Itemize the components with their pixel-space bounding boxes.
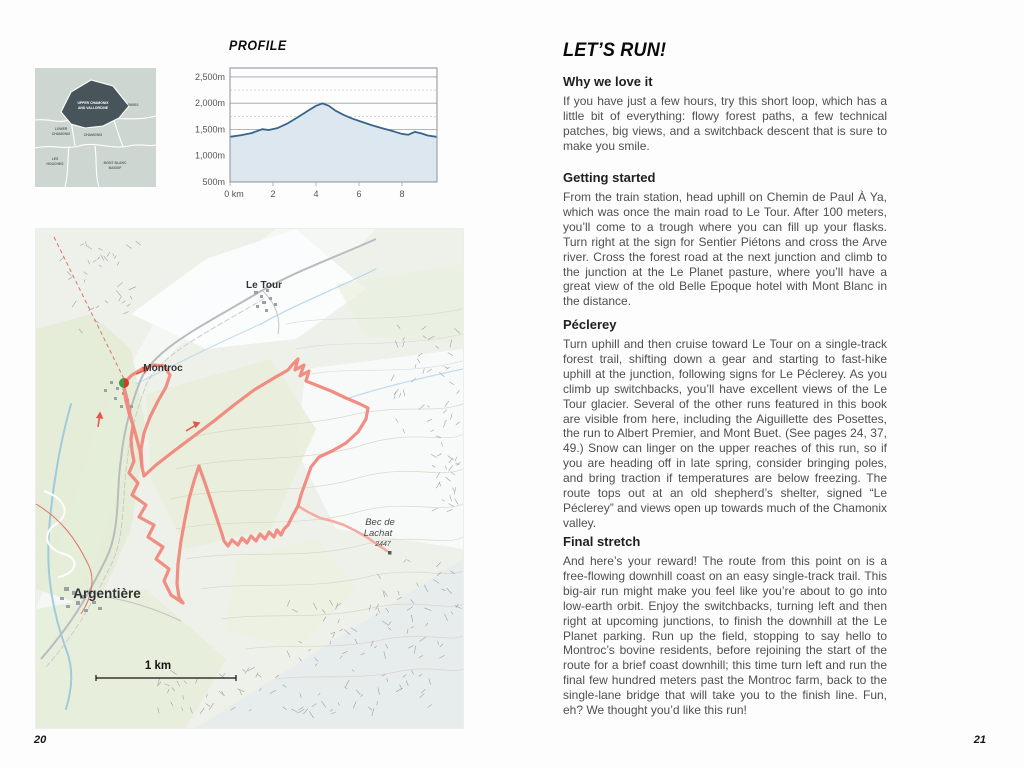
peak-name-line2: Lachat [363, 528, 393, 539]
peak-name-line1: Bec de [365, 517, 395, 528]
svg-text:4: 4 [313, 189, 319, 199]
label-le-tour: Le Tour [246, 280, 282, 291]
svg-text:AND VALLORCINE: AND VALLORCINE [77, 106, 109, 110]
section-body: And here’s your reward! The route from this point on is a free-flowing downhill coast on an easy single-track trail. This big-air run might make you feel like you’re about to go into low-earth orbit. Enjoy the switchbacks, turning left and then right at upcoming junctions, to finish the downhill at the Le Planet parking. Run up the field, stopping to say hello to Montroc’s bovine residents, before rejoining the start of the route for a brief coast downhill; this time turn left and run the final few hundred meters past the Montroc farm, back to the single-lane bridge that will take you to the finish line. Fun, eh? We thought you’d like this run! [563, 554, 887, 718]
svg-text:2: 2 [270, 189, 276, 199]
region-inset-map [35, 68, 156, 187]
svg-text:500m: 500m [202, 177, 225, 187]
svg-text:2,500m: 2,500m [194, 71, 225, 82]
label-argentiere: Argentière [73, 586, 141, 601]
svg-text:1,500m: 1,500m [194, 124, 225, 135]
inset-label-mb-2: MASSIF [108, 166, 122, 170]
svg-text:2,000m: 2,000m [194, 98, 225, 109]
svg-text:UPPER CHAMONIX: UPPER CHAMONIX [77, 101, 109, 105]
page-number-right: 21 [973, 734, 986, 746]
inset-label-lower-2: CHAMONIX [51, 132, 71, 136]
section-body: From the train station, head uphill on Chemin de Paul À Ya, which was once the main road to Le Tour. After 100 meters, you’ll come to a trough where you can fill up your flasks. Turn right at the sign for Sentier Piétons and cross the Arve river. Cross the forest road at the next junction and climb to the junction at the Le Planet pasture, where you’ll have a great view of the old Belle Epoque hotel with Mont Blanc in the distance. [563, 190, 887, 309]
label-montroc: Montroc [143, 363, 183, 374]
inset-label-swiss: SWISS [127, 103, 139, 107]
elevation-profile-chart [160, 36, 460, 204]
summit-marker [388, 551, 392, 555]
section-body: If you have just a few hours, try this short loop, which has a little bit of everything: flowy forest paths, a few technical patches, big views, and a switchback descent that is sure to make you smile. [563, 94, 887, 153]
section-heading: Péclerey [563, 317, 617, 332]
section-heading: Why we love it [563, 74, 653, 89]
inset-label-les-1: LES [51, 157, 59, 161]
route-topo-map [35, 228, 464, 729]
inset-label-mb-1: MONT BLANC [103, 161, 127, 165]
svg-text:6: 6 [356, 189, 362, 199]
profile-title: PROFILE [229, 38, 287, 53]
section-heading: Final stretch [563, 534, 641, 549]
svg-text:8: 8 [399, 189, 405, 199]
scale-label: 1 km [144, 660, 172, 672]
section-peclerey [563, 317, 887, 531]
svg-text:1,000m: 1,000m [194, 150, 225, 161]
inset-label-chamonix: CHAMONIX [83, 133, 103, 137]
chapter-title: LET’S RUN! [563, 40, 667, 61]
section-why-we-love-it [563, 74, 887, 154]
section-getting-started [563, 170, 887, 309]
section-heading: Getting started [563, 170, 656, 185]
page-number-left: 20 [34, 734, 47, 746]
section-final-stretch [563, 534, 887, 718]
inset-highlight-label [77, 101, 109, 110]
start-finish-marker [119, 378, 129, 388]
peak-elevation: 2447 [375, 541, 391, 548]
inset-label-lower-1: LOWER [54, 127, 68, 131]
svg-text:0 km: 0 km [224, 189, 244, 199]
inset-label-les-2: HOUCHES [46, 162, 64, 166]
section-body: Turn uphill and then cruise toward Le Tour on a single-track forest trail, shifting down a gear and starting to fast-hike uphill at the junction, following signs for Le Péclerey. As you climb up switchbacks, you’ll have excellent views of the Le Tour glacier. Several of the other runs featured in this book are visible from here, including the Aiguillette des Posettes, the run to Albert Premier, and Mont Buet. (See pages 24, 37, 49.) Snow can linger on the upper reaches of this run, so if you are heading off in late spring, consider bringing poles, and bring traction if temperatures are below freezing. The route tops out at an old shepherd’s shelter, signed “Le Péclerey” and views open up towards much of the Chamonix valley. [563, 337, 887, 530]
